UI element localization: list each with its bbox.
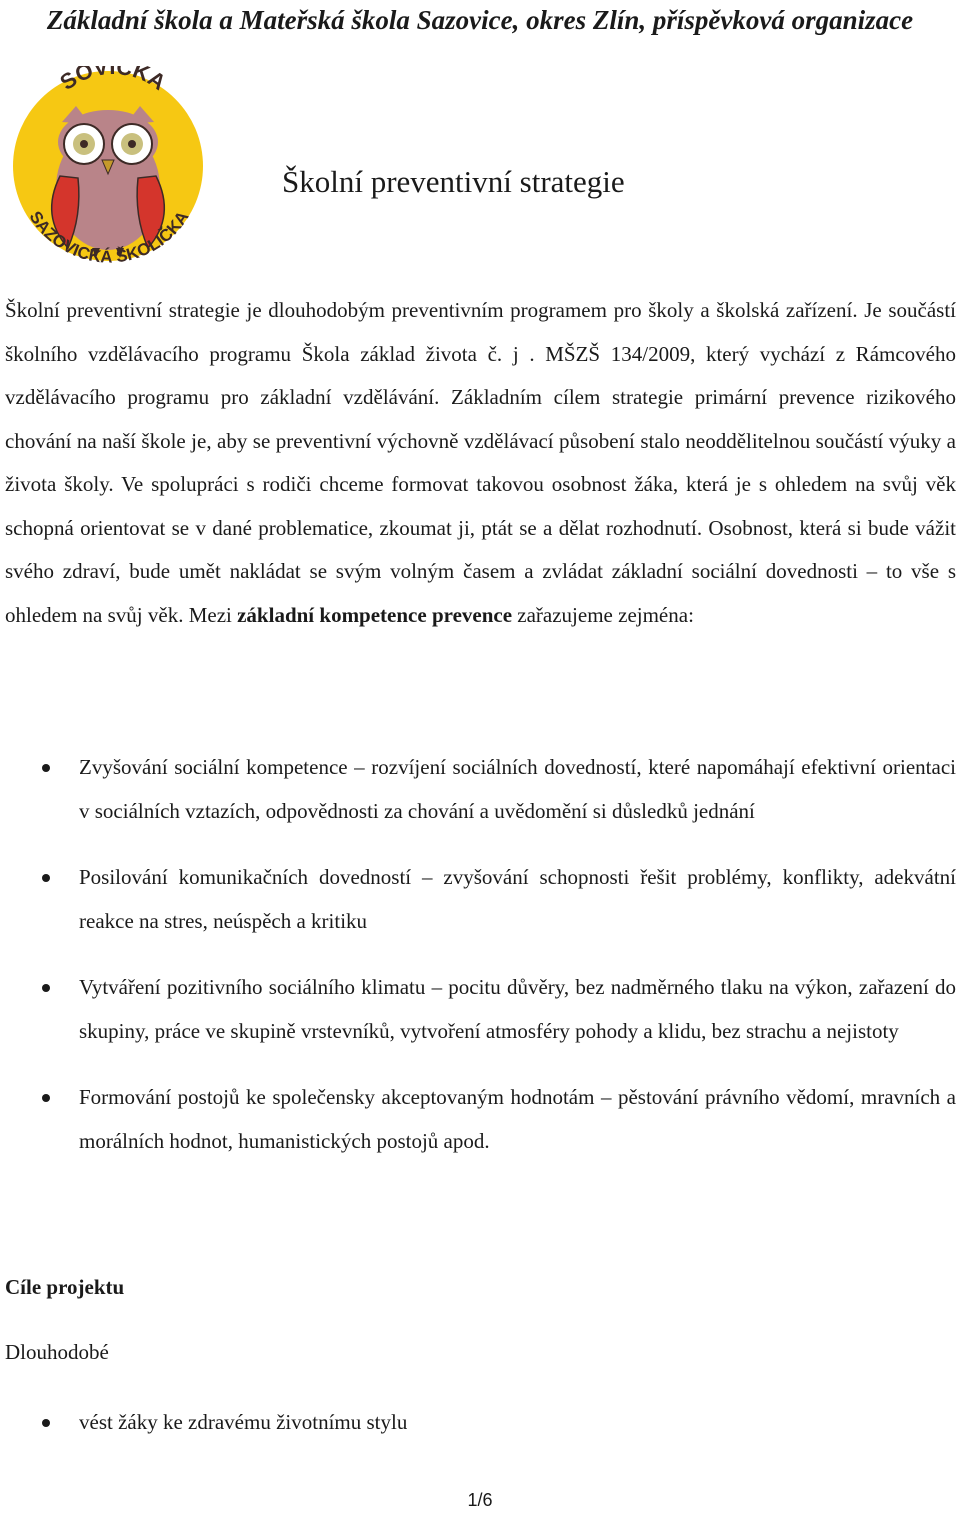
document-title: Školní preventivní strategie	[282, 164, 625, 199]
intro-text-start: Školní preventivní strategie je dlouhodobým preventivním programem pro školy a školská zařízení. Je součástí školního vzdělávacího programu Škola základ života č. j . MŠZŠ 134/2009, který vychází z Rámcového vzdělávacího programu pro základní vzdělávání. Základním cílem strategie primární prevence rizikového chování na naší škole je, aby se preventivní výchovně vzdělávací působení stalo neoddělitelnou součástí výuky a života školy. Ve spolupráci s rodiči chceme formovat takovou osobnost žáka, která je s ohledem na svůj věk schopná orientovat se v dané problematice, zkoumat ji, ptát se a dělat rozhodnutí. Osobnost, která si bude vážit svého zdraví, bude umět nakládat se svým volným časem a zvládat základní sociální dovednosti – to vše s ohledem na svůj věk. Mezi	[5, 298, 956, 627]
organization-title: Základní škola a Mateřská škola Sazovice, okres Zlín, příspěvková organizace	[46, 5, 914, 35]
list-item-text: Vytváření pozitivního sociálního klimatu – pocitu důvěry, bez nadměrného tlaku na výkon, zařazení do skupiny, práce ve skupině vrstevníků, vytvoření atmosféry pohody a klidu, bez strachu a nejistoty	[79, 975, 956, 1043]
list-item	[0, 856, 956, 943]
logo-bottom-text: SAZOVICKÁ ŠKOLIČKA	[25, 207, 193, 266]
list-item-text: Posilování komunikačních dovedností – zvyšování schopnosti řešit problémy, konflikty, adekvátní reakce na stres, neúspěch a kritiku	[79, 865, 956, 933]
list-item	[0, 746, 956, 833]
list-item	[0, 1401, 960, 1445]
goals-heading: Cíle projektu	[5, 1275, 125, 1299]
page-number: 1/6	[467, 1490, 493, 1510]
goals-subheading: Dlouhodobé	[5, 1340, 109, 1364]
intro-text-end: zařazujeme zejména:	[512, 602, 694, 627]
list-item-text: Formování postojů ke společensky akceptovaným hodnotám – pěstování právního vědomí, mravních a morálních hodnot, humanistických postojů apod.	[79, 1085, 956, 1153]
intro-bold-term: základní kompetence prevence	[237, 602, 513, 627]
school-logo	[10, 66, 206, 266]
bullet-icon	[42, 764, 50, 772]
bullet-icon	[42, 1419, 50, 1427]
goals-list	[0, 1401, 960, 1445]
bullet-icon	[42, 984, 50, 992]
bullet-icon	[42, 1094, 50, 1102]
bullet-icon	[42, 874, 50, 882]
list-item-text: Zvyšování sociální kompetence – rozvíjení sociálních dovedností, které napomáhají efektivní orientaci v sociálních vztazích, odpovědnosti za chování a uvědomění si důsledků jednání	[79, 755, 956, 823]
competences-list	[0, 746, 960, 1186]
logo-top-text: SOVIČKA	[55, 66, 171, 96]
list-item-text: vést žáky ke zdravému životnímu stylu	[79, 1410, 408, 1434]
list-item	[0, 1076, 956, 1163]
list-item	[0, 966, 956, 1053]
intro-paragraph	[5, 289, 956, 637]
